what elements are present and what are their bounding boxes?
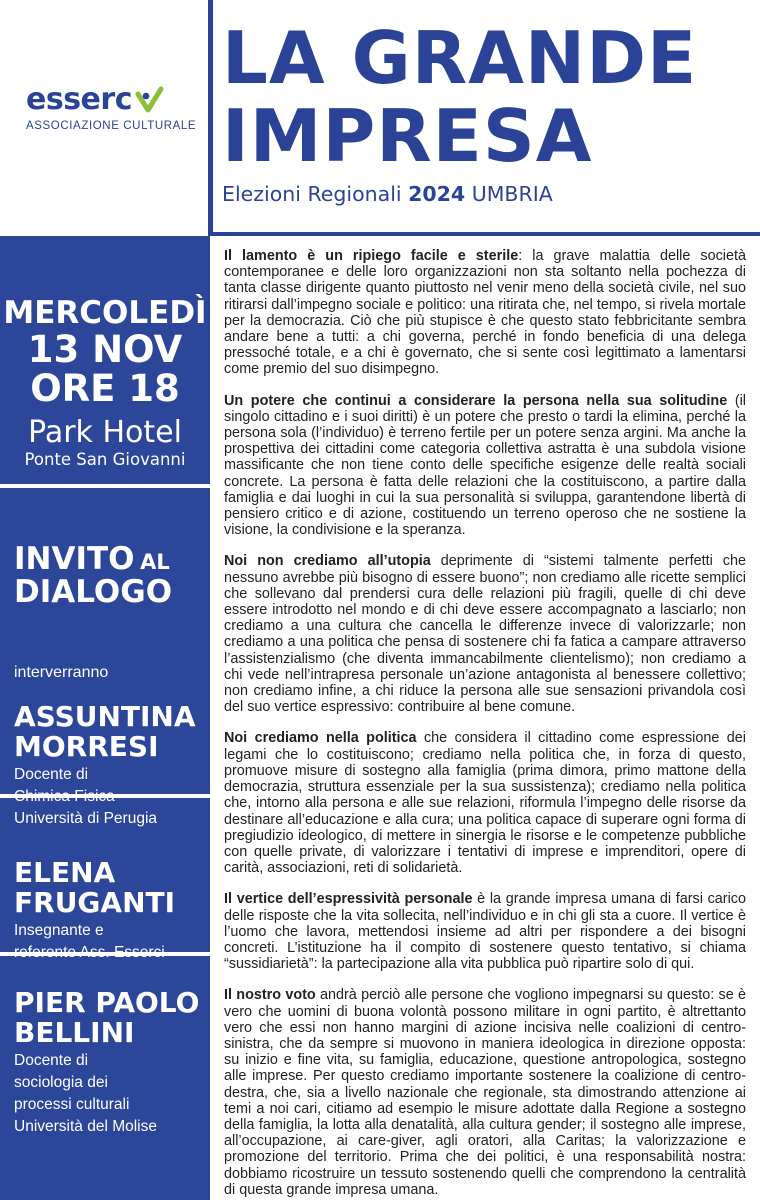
paragraph-body: : la grave malattia delle società contemporanee e delle loro organizzazioni non sta soltanto nella pochezza di tanta classe dirigente quanto piuttosto nel venir meno della società civile, nel suo ritirarsi dall’impegno sociale e politico: una ritirata che, nel tempo, si rivela mortale per la democrazia. Ciò che più stupisce è che questo stato febbricitante sembra andare bene a tutti: a chi governa, perché in fondo beneficia di una delega pressoché totale, e a chi è governato, che si sente così legittimato a lamentarsi come premio del suo disimpegno. [224, 248, 747, 378]
event-date: 13 NOV [27, 328, 183, 371]
paragraph-voto [224, 987, 746, 1198]
sidebar-divider [0, 484, 210, 488]
paragraph-body: andrà perciò alle persone che vogliono impegnarsi su questo: se è vero che uomini di buona volontà possono militare in ogni partito, è altrettanto vero che essi non hanno margini di azione incisiva nelle coalizioni di centro-sinistra, che da sempre si muovono in maniera ideologica in direzione opposta: su inizio e fine vita, su famiglia, educazione, questione antropologica, sostegno alle imprese. Per questo crediamo importante sostenere la coalizione di centro-destra, che, sia a livello nazionale che regionale, sta dimostrando attenzione ai temi a noi cari, citiamo ad esempio le misure adottate dalla Regione a sostegno della famiglia, la lotta alla denatalità, alla cultura gender; il sostegno alle imprese, all’occupazione, ai care-giver, agli oratori, alla Caritas; la valorizzazione e promozione del territorio. Prima che dei politici, è una responsabilità nostra: dobbiamo ricostruire un tessuto sostenendo quelli che comprendono la centralità di questa grande impresa umana. [224, 987, 746, 1198]
invite-heading [14, 543, 204, 608]
subtitle-year: 2024 [408, 182, 466, 206]
speaker-role-line: sociologia dei [14, 1074, 108, 1092]
speaker-role-line: Docente di [14, 766, 89, 784]
paragraph-body: è la grande impresa umana di farsi carico delle risposte che la vita sollecita, nell’individuo e in chi gli sta a cuore. Il vertice è l’uomo che lavora, mettendosi insieme ad altri per rispondere a dei bisogni concreti. L’istituzione ha il compito di sostenere questo tentativo, si chiama “sussidiarietà”: la partecipazione alla vita pubblica può ripartire solo di qui. [224, 891, 746, 973]
event-date-block [0, 295, 210, 469]
paragraph-lead: Noi crediamo nella politica [224, 730, 417, 747]
paragraph-vertice [224, 891, 746, 972]
speaker-fruganti [14, 858, 208, 964]
speaker-role-line: Insegnante e [14, 922, 104, 940]
paragraph-politica [224, 730, 746, 876]
invite-word-2: AL [140, 550, 170, 574]
sidebar [0, 236, 210, 1200]
header [0, 0, 760, 236]
invite-word-1: INVITO [14, 541, 135, 577]
invite-word-3: DIALOGO [14, 573, 173, 610]
speaker-first-name: PIER PAOLO [14, 986, 200, 1019]
speaker-role [14, 1050, 208, 1138]
paragraph-lead: Un potere che continui a considerare la persona nella sua solitudine [224, 392, 728, 409]
speaker-role-line: processi culturali [14, 1096, 130, 1114]
speakers-intro: interverranno [14, 664, 109, 681]
subtitle-prefix: Elezioni Regionali [222, 182, 409, 206]
paragraph-utopia [224, 553, 746, 715]
speaker-role-line: Docente di [14, 1052, 89, 1070]
speaker-last-name: MORRESI [14, 730, 159, 764]
speaker-role-line: Università del Molise [14, 1118, 157, 1136]
logo-wordmark [26, 82, 164, 118]
speaker-bellini [14, 988, 208, 1138]
speaker-first-name: ASSUNTINA [14, 700, 196, 733]
subtitle [222, 182, 752, 206]
subtitle-region: UMBRIA [465, 182, 553, 206]
logo-subtitle: ASSOCIAZIONE CULTURALE [26, 120, 197, 132]
speaker-last-name: BELLINI [14, 1016, 135, 1050]
logo-check-icon [134, 85, 164, 115]
speaker-first-name: ELENA [14, 856, 116, 889]
logo-text: esserc [26, 82, 132, 117]
paragraph-lamento [224, 248, 746, 378]
title-line-1: LA GRANDE [222, 16, 698, 100]
paragraph-lead: Il lamento è un ripiego facile e sterile [224, 248, 519, 264]
header-horizontal-rule [208, 232, 760, 236]
speaker-role-line: Università di Perugia [14, 810, 158, 828]
speaker-role-line: referente Ass. Esserci [14, 944, 165, 962]
speaker-last-name: FRUGANTI [14, 886, 176, 920]
title-block [222, 16, 752, 206]
event-weekday: MERCOLEDÌ [3, 295, 207, 331]
speaker-morresi [14, 702, 208, 830]
paragraph-body: che considera il cittadino come espressione dei legami che lo costituiscono; crediamo nella politica che, in forza di questo, promuove misure di sostegno alla famiglia (prima dimora, primo mattone della democrazia, struttura essenziale per la sua sussistenza); crediamo nella politica che, intorno alla persona e alle sue relazioni, riformula l’impegno delle risorse da destinare all’educazione e alla cura; una politica capace di superare ogni forma di pregiudizio ideologico, di mettere in sinergia le risorse e le competenze pubbliche con quelle private, di valorizzare i tentativi di imprese e imprenditori, opere di carità, associazioni, reti di solidarietà. [224, 730, 746, 877]
paragraph-lead: Noi non crediamo all’utopia [224, 553, 431, 570]
paragraph-potere [224, 393, 746, 539]
event-time: ORE 18 [30, 367, 180, 410]
paragraph-lead: Il vertice dell’espressività personale [224, 891, 473, 908]
speaker-role [14, 764, 208, 830]
header-vertical-rule [208, 0, 213, 236]
paragraph-lead: Il nostro voto [224, 987, 316, 1004]
event-venue: Park Hotel [28, 415, 182, 450]
manifesto-text [224, 248, 746, 1200]
speaker-role-line: Chimica Fisica [14, 788, 115, 806]
title-line-2: IMPRESA [222, 94, 593, 178]
speaker-role [14, 920, 208, 964]
paragraph-body: deprimente di “sistemi talmente perfetti che nessuno avrebbe più bisogno di essere buono”; non crediamo alle ricette semplici che sollevano dal prendersi cura delle relazioni più fragili, quelle di chi deve essere introdotto nel mondo e di chi deve essere accompagnato a lasciarlo; non crediamo a una cultura che cancella le differenze invece di valorizzarle; non crediamo a una politica che pensa di sostenere chi fa fatica a campare attraverso l’assistenzialismo (che diventa immancabilmente clientelismo); non crediamo a chi vede nell’intrapresa personale un’azione antagonista al benessere collettivo; non crediamo infine, a chi riduce la persona alle sue sensazioni privandola così del suo vertice espressivo: contribuire al bene comune. [224, 553, 746, 716]
esserci-logo [26, 82, 196, 142]
event-place: Ponte San Giovanni [24, 450, 186, 469]
paragraph-body: (il singolo cittadino e i suoi diritti) è un potere che presto o tardi la elimina, perché la persona sola (l’individuo) è terreno fertile per un potere senza argini. Ma anche la prospettiva dei cittadini come categoria collettiva astratta è una subdola visione massificante che non tiene conto delle specifiche esigenze delle realtà sociali concrete. La persona è fatta delle relazioni che la costituiscono, a partire dalla famiglia e dai luoghi in cui la sua personalità si sviluppa, garantendone libertà di pensiero critico e di azione, costituendo un terreno operoso che ne sostiene la visione, la condivisione e la speranza. [224, 392, 747, 539]
